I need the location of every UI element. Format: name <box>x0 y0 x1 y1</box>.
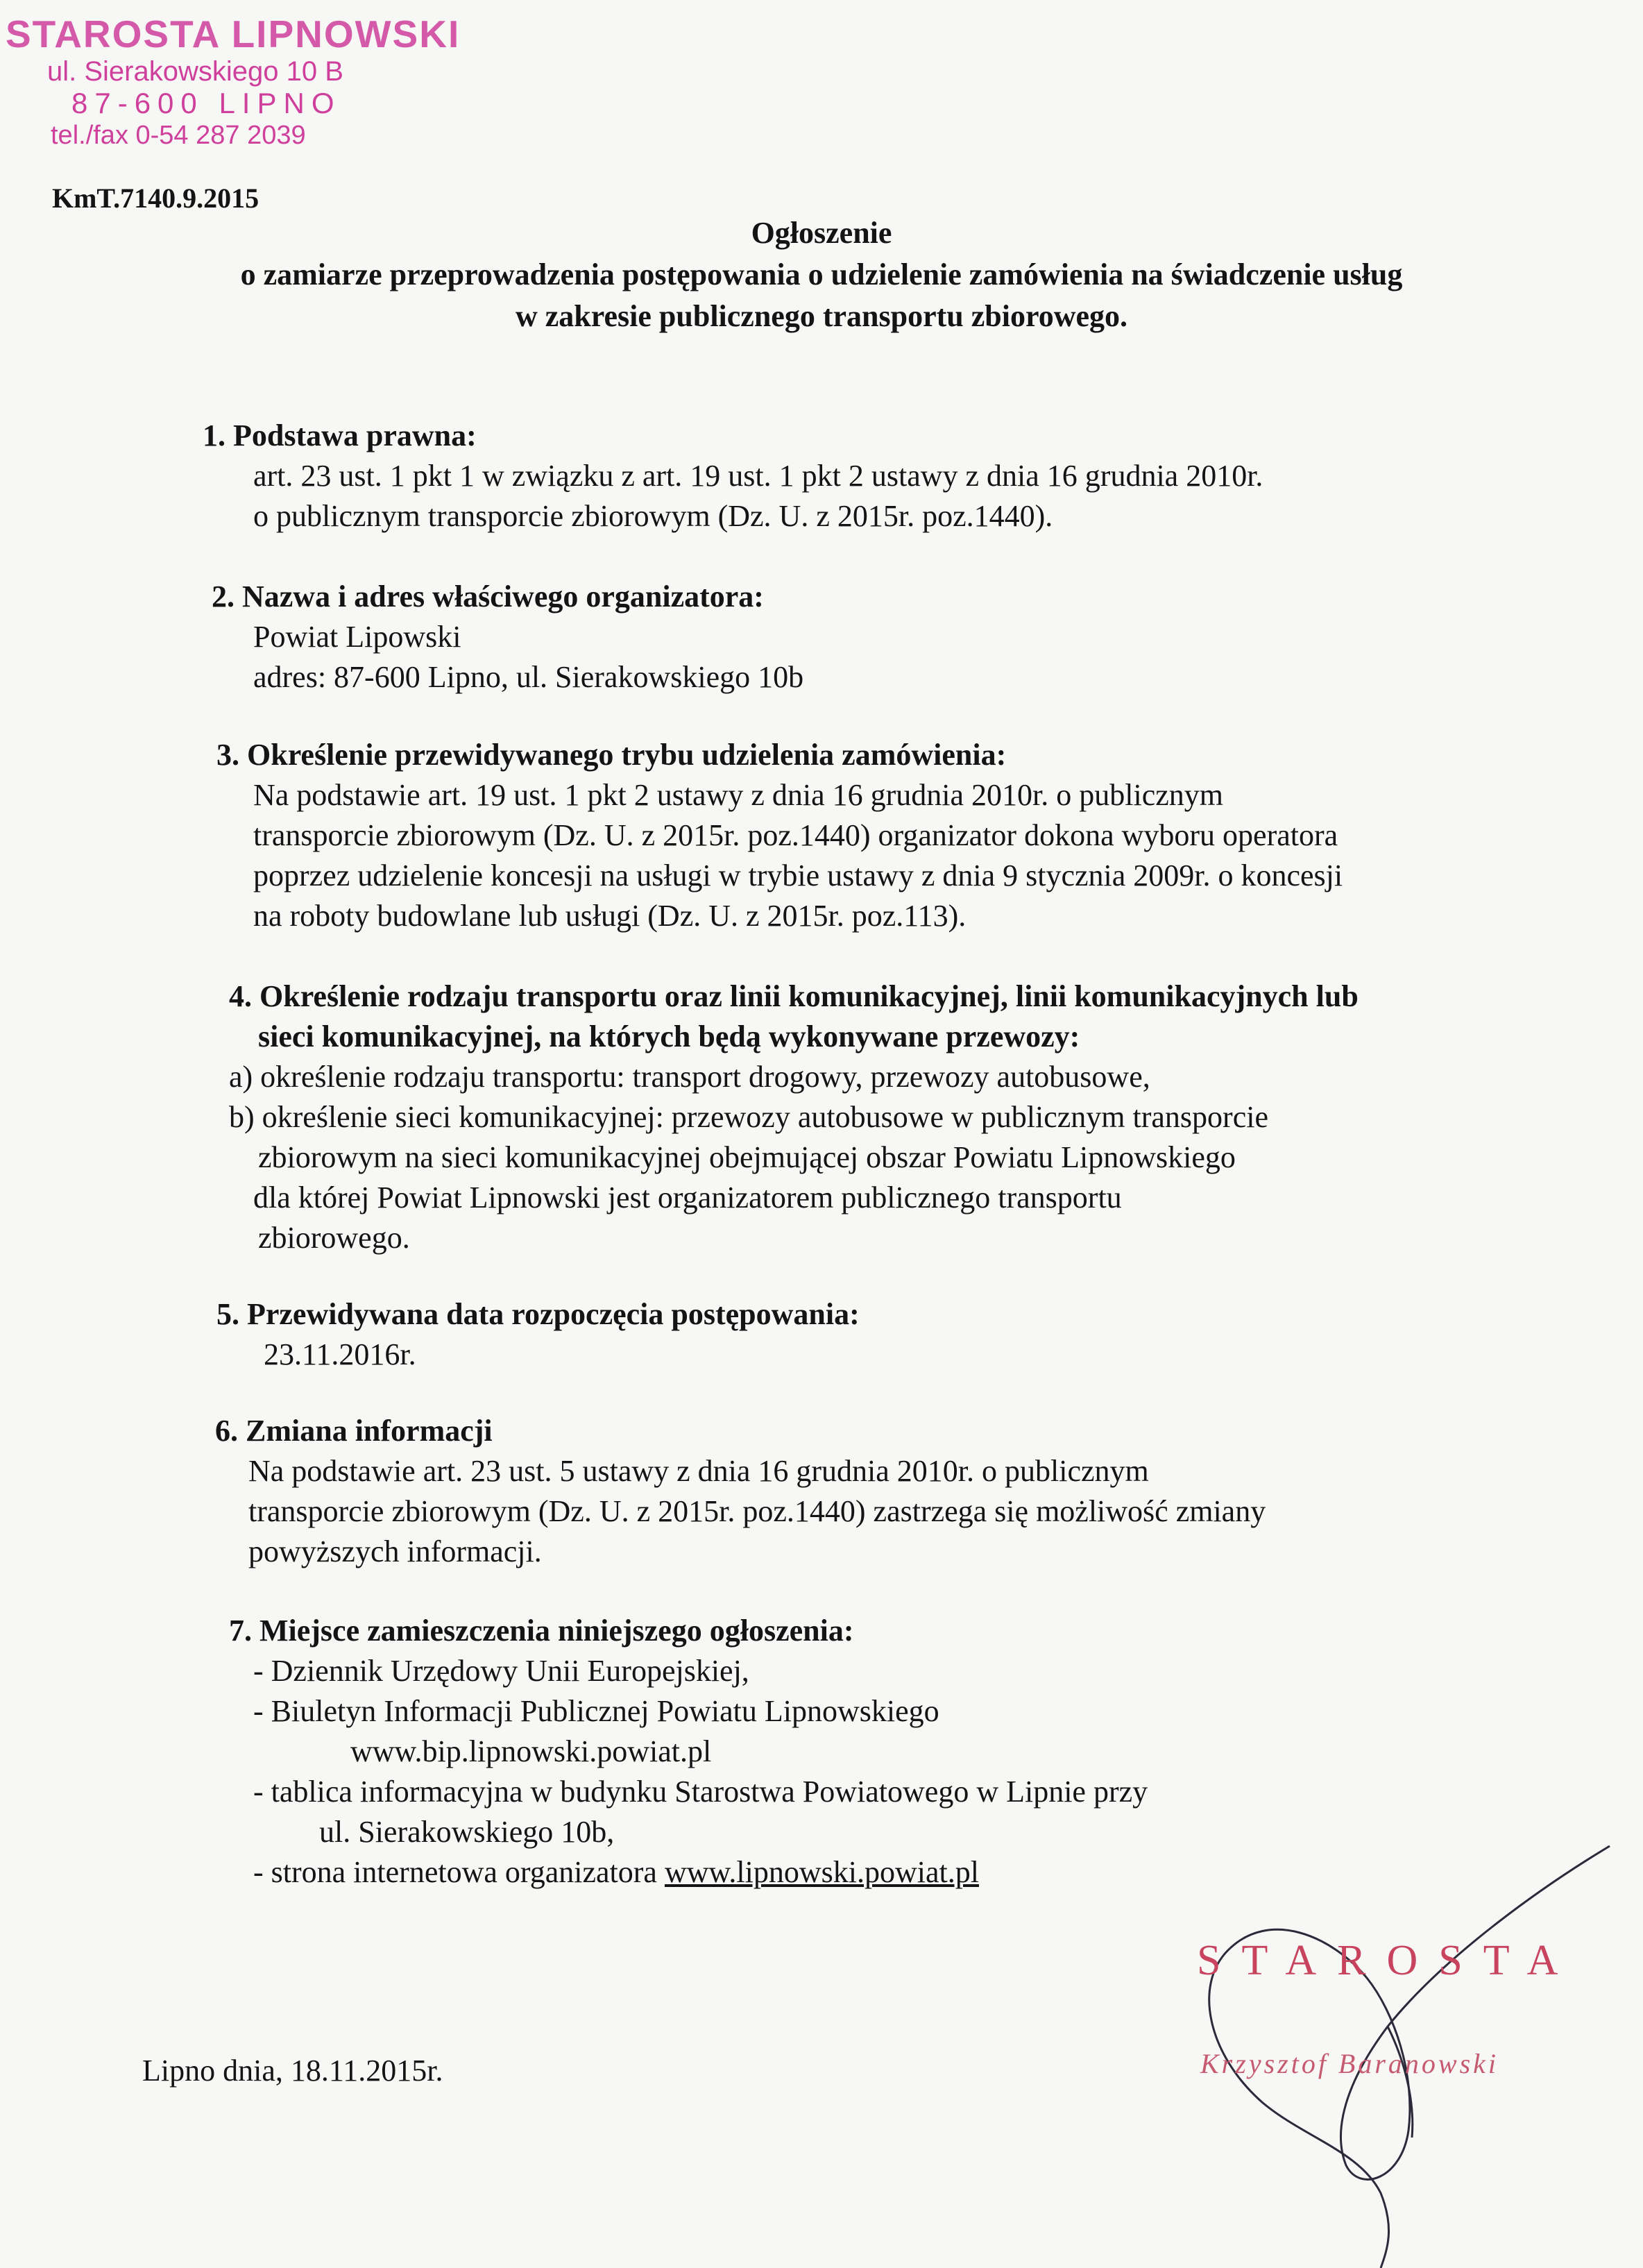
stamp-line-4: tel./fax 0-54 287 2039 <box>51 121 306 150</box>
section-4-line: zbiorowym na sieci komunikacyjnej obejmującej obszar Powiatu Lipnowskiego <box>258 1140 1236 1174</box>
organizer-website-link[interactable]: www.lipnowski.powiat.pl <box>664 1855 979 1889</box>
title-line-1: Ogłoszenie <box>751 216 892 250</box>
title-line-2: o zamiarze przeprowadzenia postępowania o udzielenie zamówienia na świadczenie usług <box>240 257 1403 291</box>
section-5-line: 23.11.2016r. <box>264 1337 416 1371</box>
section-3-line: poprzez udzielenie koncesji na usługi w trybie ustawy z dnia 9 stycznia 2009r. o koncesji <box>253 858 1343 892</box>
section-1-line: o publicznym transporcie zbiorowym (Dz. U. z 2015r. poz.1440). <box>253 499 1053 533</box>
section-7-line: - Biuletyn Informacji Publicznej Powiatu Lipnowskiego <box>253 1694 939 1728</box>
section-6-line: Na podstawie art. 23 ust. 5 ustawy z dnia 16 grudnia 2010r. o publicznym <box>248 1454 1149 1488</box>
title-line-3: w zakresie publicznego transportu zbiorowego. <box>516 299 1127 333</box>
reference-number: KmT.7140.9.2015 <box>52 183 259 214</box>
section-4-line: zbiorowego. <box>258 1221 410 1255</box>
section-6-line: transporcie zbiorowym (Dz. U. z 2015r. poz.1440) zastrzega się możliwość zmiany <box>248 1494 1266 1528</box>
section-4-heading-cont: sieci komunikacyjnej, na których będą wykonywane przewozy: <box>258 1019 1080 1053</box>
section-3-heading: 3. Określenie przewidywanego trybu udzielenia zamówienia: <box>216 738 1007 772</box>
date-place: Lipno dnia, 18.11.2015r. <box>142 2054 443 2088</box>
section-5-heading: 5. Przewidywana data rozpoczęcia postępowania: <box>216 1297 860 1331</box>
signature-stamp-name: Krzysztof Baranowski <box>1200 2048 1499 2079</box>
section-3-line: na roboty budowlane lub usługi (Dz. U. z 2015r. poz.113). <box>253 899 967 933</box>
section-2-line: adres: 87-600 Lipno, ul. Sierakowskiego 10b <box>253 660 804 694</box>
section-4-line: dla której Powiat Lipnowski jest organizatorem publicznego transportu <box>253 1180 1122 1215</box>
section-7-line <box>253 1853 979 1892</box>
section-2-heading: 2. Nazwa i adres właściwego organizatora: <box>212 579 764 613</box>
section-2-line: Powiat Lipowski <box>253 620 461 654</box>
section-4-line: b) określenie sieci komunikacyjnej: przewozy autobusowe w publicznym transporcie <box>229 1100 1268 1134</box>
section-3-line: transporcie zbiorowym (Dz. U. z 2015r. poz.1440) organizator dokona wyboru operatora <box>253 818 1338 852</box>
section-1-line: art. 23 ust. 1 pkt 1 w związku z art. 19 ust. 1 pkt 2 ustawy z dnia 16 grudnia 2010r. <box>253 459 1263 493</box>
section-7-line: www.bip.lipnowski.powiat.pl <box>350 1734 712 1768</box>
stamp-line-1: STAROSTA LIPNOWSKI <box>6 12 461 56</box>
section-7-line: ul. Sierakowskiego 10b, <box>319 1815 615 1849</box>
section-1-heading: 1. Podstawa prawna: <box>203 418 477 452</box>
stamp-line-3: 87-600 LIPNO <box>71 87 341 119</box>
section-3-line: Na podstawie art. 19 ust. 1 pkt 2 ustawy z dnia 16 grudnia 2010r. o publicznym <box>253 778 1223 812</box>
signature-stamp-title: STAROSTA <box>1197 1937 1579 1984</box>
section-7-line: - tablica informacyjna w budynku Starostwa Powiatowego w Lipnie przy <box>253 1775 1148 1809</box>
section-7-heading: 7. Miejsce zamieszczenia niniejszego ogłoszenia: <box>229 1614 854 1648</box>
section-4-line: a) określenie rodzaju transportu: transport drogowy, przewozy autobusowe, <box>229 1060 1150 1094</box>
section-6-line: powyższych informacji. <box>248 1534 542 1568</box>
handwritten-signature <box>1180 1804 1624 2268</box>
section-6-heading: 6. Zmiana informacji <box>215 1414 493 1448</box>
section-4-heading: 4. Określenie rodzaju transportu oraz linii komunikacyjnej, linii komunikacyjnych lub <box>229 979 1359 1013</box>
office-stamp <box>6 12 460 151</box>
section-7-line-text: - strona internetowa organizatora <box>253 1855 665 1889</box>
stamp-line-2: ul. Sierakowskiego 10 B <box>47 56 343 87</box>
section-7-line: - Dziennik Urzędowy Unii Europejskiej, <box>253 1654 749 1688</box>
